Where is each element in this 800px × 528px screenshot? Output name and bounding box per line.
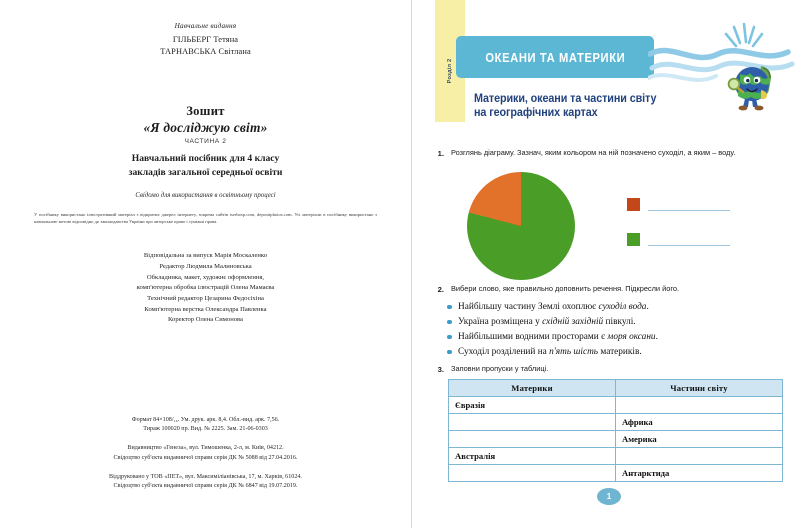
chapter-label: Розділ 2 (447, 58, 453, 84)
table-header-row (449, 380, 783, 397)
table-row (449, 431, 783, 448)
book-subtitle-line-2: закладів загальної середньої освіти (128, 167, 283, 179)
section-banner (456, 36, 654, 78)
task-2-number: 2. (437, 284, 444, 294)
sentence-choice-words[interactable]: східній західній (542, 316, 604, 327)
sentence-after: . (646, 301, 649, 312)
cell-chastyna-svitu[interactable]: Антарктида (616, 465, 783, 482)
task-3-text: Заповни пропуски у таблиці. (451, 364, 549, 373)
publisher-line: Свідоцтво суб'єкта видавничої справи серія ДК № 5088 від 27.04.2016. (113, 454, 298, 461)
sentence-item[interactable] (458, 330, 788, 345)
continents-table (448, 379, 783, 482)
author-name-2: ТАРНАВСЬКА Світлана (160, 47, 251, 57)
pie-chart-area (467, 172, 787, 284)
sentence-item[interactable] (458, 315, 788, 330)
copyright-fineprint: У посібнику використано ілюстративний матеріал з відкритих джерел інтернету, зокрема сайтів iserhosp.com, depositphotos.com. Усі матеріали в посібнику використано з навчальною метою відповідно до законодавства України про авторське право і суміжні права. (34, 212, 377, 225)
book-title: «Я досліджую світ» (143, 120, 268, 136)
table-row (449, 397, 783, 414)
page-subtitle (474, 92, 774, 120)
sentence-choice-words[interactable]: моря оксани (607, 331, 656, 342)
task-2-sentence-list (434, 300, 788, 360)
cell-chastyna-svitu[interactable] (616, 448, 783, 465)
print-spec-line: Тираж 100020 пр. Вид. № 2225. Зам. 21-06-0303 (143, 426, 268, 433)
table-row (449, 414, 783, 431)
task-1-number: 1. (437, 148, 444, 158)
cell-chastyna-svitu[interactable] (616, 397, 783, 414)
cell-materyk[interactable]: Євразія (449, 397, 616, 414)
publisher-info (18, 444, 393, 464)
cell-materyk[interactable]: Австралія (449, 448, 616, 465)
page-subtitle-line-2: на географічних картах (474, 106, 598, 120)
sentence-after: материків. (598, 346, 642, 357)
legend-swatch-orange (627, 198, 640, 211)
page-number-badge: 1 (597, 488, 621, 505)
task-2-text: Вибери слово, яке правильно доповнить речення. Підкресли його. (451, 284, 680, 293)
book-type-label: Зошит (186, 104, 225, 119)
credit-line: Коректор Олена Симонова (167, 316, 243, 324)
legend-row-land (627, 233, 730, 246)
sentence-item[interactable] (458, 300, 788, 315)
cell-materyk[interactable] (449, 431, 616, 448)
section-banner-title: ОКЕАНИ ТА МАТЕРИКИ (485, 49, 625, 65)
sun-rays-icon (726, 24, 762, 46)
credit-line: Технічний редактор Цезарина Федосіхіна (147, 295, 264, 303)
legend-answer-line-2[interactable] (648, 245, 730, 246)
table-header-chastyny: Частини світу (616, 380, 783, 397)
book-recommendation: Свідомо для використання в освітньому процесі (135, 192, 276, 200)
task-2 (434, 284, 788, 360)
credit-line: Відповідальна за випуск Марія Москаленко (143, 252, 268, 260)
book-part-label: ЧАСТИНА 2 (184, 138, 227, 146)
right-page-worksheet (412, 0, 800, 528)
credit-line: Редактор Людмила Малиновська (159, 263, 252, 271)
printer-info (18, 473, 393, 493)
task-1-text: Розглянь діаграму. Зазнач, яким кольором на ній позначено суходіл, а яким – воду. (451, 148, 736, 157)
cell-materyk[interactable] (449, 414, 616, 431)
print-spec-line: Формат 84×108/₁₆. Ум. друк. арк. 8,4. Обл.-вид. арк. 7,56. (131, 416, 280, 423)
sentence-before: Найбільшими водними просторами є (458, 331, 608, 342)
table-body (449, 397, 783, 482)
printer-line: Віддруковано у ТОВ «ПЕТ», вул. Максиміліанівська, 17, м. Харків, 61024. (109, 473, 302, 480)
table-row (449, 448, 783, 465)
book-subtitle-line-1: Навчальний посібник для 4 класу (131, 153, 280, 165)
task-3-number: 3. (437, 364, 444, 374)
table-row (449, 465, 783, 482)
printer-line: Свідоцтво суб'єкта видавничої справи серія ДК № 6847 від 19.07.2019. (113, 483, 298, 490)
sentence-before: Найбільшу частину Землі охоплює (458, 301, 599, 312)
sentence-before: Суходіл розділений на (458, 346, 550, 357)
credit-line: Обкладинка, макет, художнє оформлення, (146, 273, 265, 281)
book-identity (18, 104, 393, 199)
publication-details (18, 416, 393, 493)
legend-swatch-green (627, 233, 640, 246)
cell-chastyna-svitu[interactable]: Африка (616, 414, 783, 431)
print-specs (18, 416, 393, 436)
table-header-materyky: Материки (449, 380, 616, 397)
legend-row-water (627, 198, 730, 211)
sentence-after: . (655, 331, 658, 342)
task-1 (434, 148, 788, 159)
author-name-1: ГІЛЬБЕРГ Тетяна (172, 35, 239, 44)
credit-line: комп'ютерна обробка ілюстрацій Олена Мамаєва (136, 284, 275, 292)
chart-legend (627, 198, 730, 246)
publisher-line: Видавництво «Генеза», вул. Тимошенка, 2-л, м. Київ, 04212. (127, 445, 284, 451)
sentence-choice-words[interactable]: п'ять шість (549, 346, 599, 357)
sentence-before: Україна розміщена у (458, 316, 543, 327)
task-3 (434, 364, 788, 375)
credits-block (18, 251, 393, 326)
pie-chart (467, 172, 575, 280)
legend-answer-line-1[interactable] (648, 210, 730, 211)
sentence-after: півкулі. (603, 316, 636, 327)
imprint-kicker: Навчальне видання (174, 22, 237, 30)
page-subtitle-line-1: Материки, океани та частини світу (474, 92, 657, 105)
sentence-choice-words[interactable]: суходіл вода (598, 301, 647, 312)
cell-materyk[interactable] (449, 465, 616, 482)
sentence-item[interactable] (458, 345, 788, 360)
cell-chastyna-svitu[interactable]: Америка (616, 431, 783, 448)
credit-line: Комп'ютерна верстка Олександра Павленка (144, 305, 267, 313)
imprint-header (18, 22, 393, 58)
